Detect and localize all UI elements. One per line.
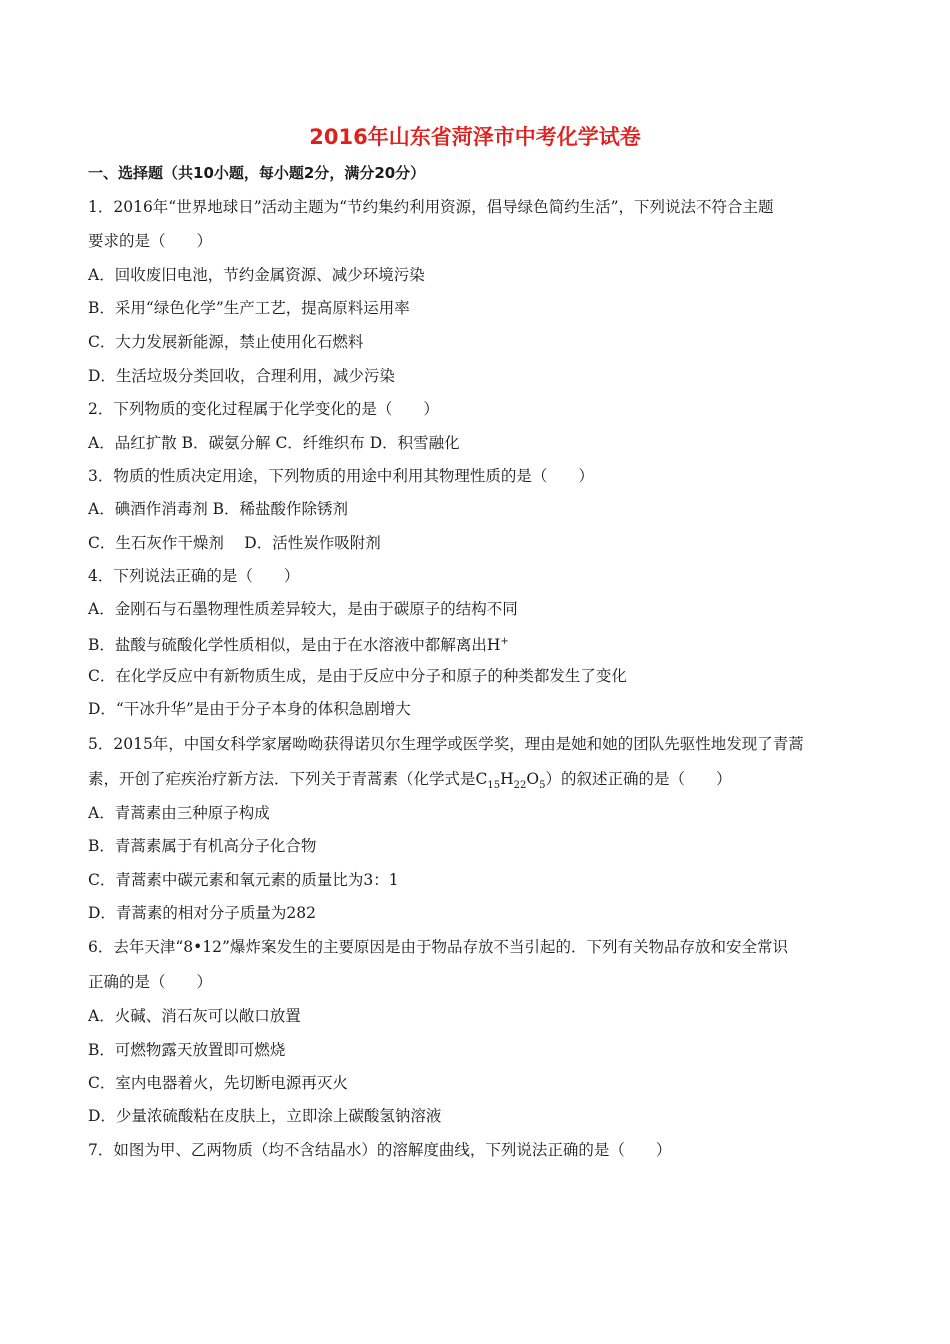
question-1-option-c: C．大力发展新能源，禁止使用化石燃料 xyxy=(88,333,364,351)
page-title: 2016年山东省菏泽市中考化学试卷 xyxy=(309,125,641,149)
formula-o: O xyxy=(526,770,540,788)
h-plus-superscript: + xyxy=(500,636,509,647)
question-5-option-b: B．青蒿素属于有机高分子化合物 xyxy=(88,837,317,855)
question-5-stem-cont xyxy=(88,768,731,797)
question-6-option-c: C．室内电器着火，先切断电源再灭火 xyxy=(88,1074,348,1092)
question-1-option-d: D．生活垃圾分类回收，合理利用，减少污染 xyxy=(88,367,395,385)
question-7-stem: 7．如图为甲、乙两物质（均不含结晶水）的溶解度曲线，下列说法正确的是（ ） xyxy=(88,1141,672,1159)
question-4-option-c: C．在化学反应中有新物质生成，是由于反应中分子和原子的种类都发生了变化 xyxy=(88,667,627,685)
question-6-stem-cont: 正确的是（ ） xyxy=(88,973,213,991)
formula-o-subscript: 5 xyxy=(539,780,546,792)
question-5-stem: 5．2015年，中国女科学家屠呦呦获得诺贝尔生理学或医学奖，理由是她和她的团队先驱性地发现了青蒿 xyxy=(88,735,804,753)
question-6-option-d: D．少量浓硫酸粘在皮肤上，立即涂上碳酸氢钠溶液 xyxy=(88,1107,442,1125)
question-1-stem: 1．2016年“世界地球日”活动主题为“节约集约利用资源，倡导绿色简约生活”，下列说法不符合主题 xyxy=(88,198,774,216)
question-2-stem: 2．下列物质的变化过程属于化学变化的是（ ） xyxy=(88,400,439,418)
question-5-option-c: C．青蒿素中碳元素和氧元素的质量比为3：1 xyxy=(88,871,399,889)
question-3-stem: 3．物质的性质决定用途，下列物质的用途中利用其物理性质的是（ ） xyxy=(88,467,594,485)
question-5-option-d: D．青蒿素的相对分子质量为282 xyxy=(88,904,317,922)
question-4-option-a: A．金刚石与石墨物理性质差异较大，是由于碳原子的结构不同 xyxy=(88,600,518,618)
question-1-stem-cont: 要求的是（ ） xyxy=(88,232,213,250)
question-3-options-ab: A．碘酒作消毒剂 B．稀盐酸作除锈剂 xyxy=(88,500,349,518)
option-text: B．盐酸与硫酸化学性质相似，是由于在水溶液中都解离出H xyxy=(88,636,501,655)
question-1-option-a: A．回收废旧电池，节约金属资源、减少环境污染 xyxy=(88,266,425,284)
question-6-stem: 6．去年天津“8•12”爆炸案发生的主要原因是由于物品存放不当引起的．下列有关物品存放和安全常识 xyxy=(88,938,788,956)
formula-c-subscript: 15 xyxy=(487,780,501,792)
question-6-option-a: A．火碱、消石灰可以敞口放置 xyxy=(88,1007,301,1025)
question-4-option-d: D．“干冰升华”是由于分子本身的体积急剧增大 xyxy=(88,700,411,718)
section-heading: 一、选择题（共10小题，每小题2分，满分20分） xyxy=(88,164,426,182)
formula-h: H xyxy=(500,770,514,788)
formula-h-subscript: 22 xyxy=(513,780,527,792)
question-5-option-a: A．青蒿素由三种原子构成 xyxy=(88,804,270,822)
question-6-option-b: B．可燃物露天放置即可燃烧 xyxy=(88,1041,286,1059)
question-2-options: A．品红扩散 B．碳氨分解 C．纤维织布 D．积雪融化 xyxy=(88,434,460,452)
question-4-option-b xyxy=(88,631,509,656)
question-3-options-cd: C．生石灰作干燥剂 D．活性炭作吸附剂 xyxy=(88,534,381,552)
question-4-stem: 4．下列说法正确的是（ ） xyxy=(88,567,300,585)
stem-text: 素，开创了疟疾治疗新方法．下列关于青蒿素（化学式是C xyxy=(88,770,488,788)
question-1-option-b: B．采用“绿色化学”生产工艺，提高原料运用率 xyxy=(88,299,410,317)
stem-tail: ）的叙述正确的是（ ） xyxy=(545,770,732,788)
